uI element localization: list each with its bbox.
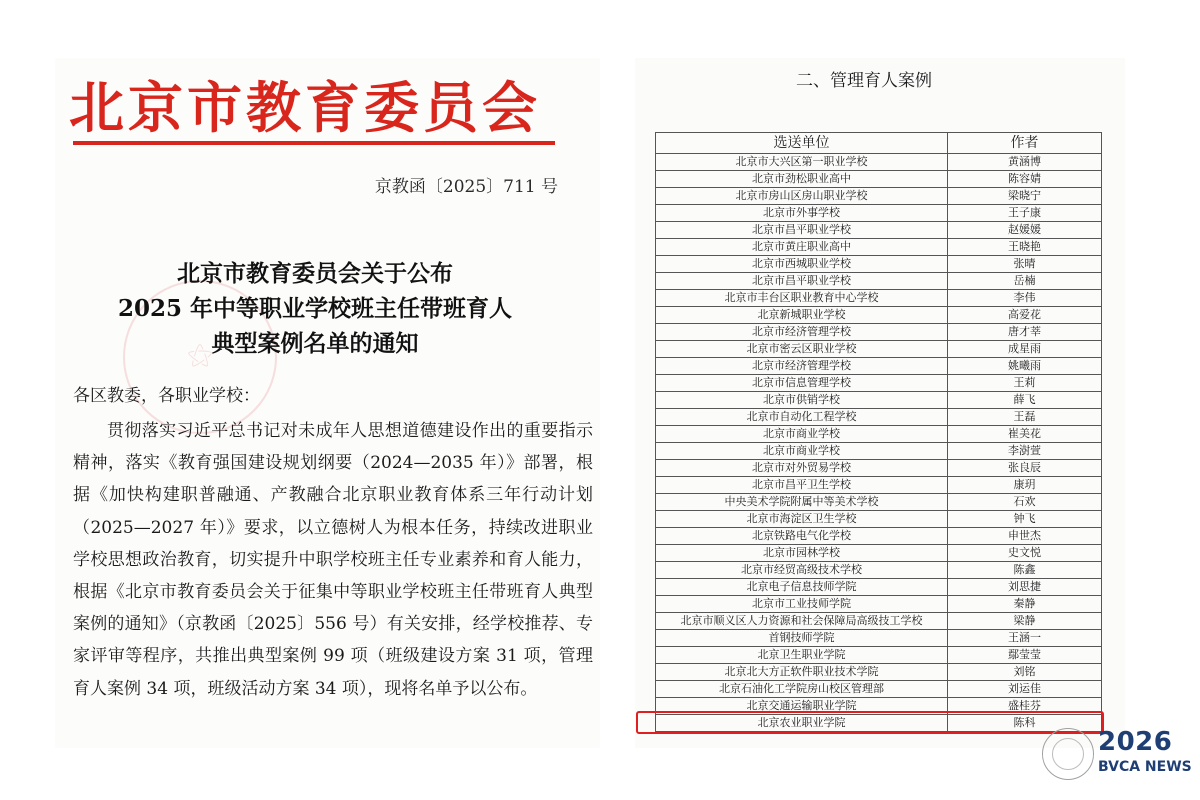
author-cell: 王涵一 [948,630,1102,647]
unit-cell: 北京市昌平职业学校 [656,273,948,290]
table-row [656,443,1102,460]
case-list-document [635,58,1125,748]
table-row [656,307,1102,324]
author-cell: 王磊 [948,409,1102,426]
unit-cell: 北京市经济管理学校 [656,358,948,375]
table-row [656,426,1102,443]
addressee: 各区教委，各职业学校： [73,386,260,406]
unit-cell: 北京市工业技师学院 [656,596,948,613]
author-cell: 崔美花 [948,426,1102,443]
author-cell: 史文悦 [948,545,1102,562]
author-cell: 陈鑫 [948,562,1102,579]
unit-cell: 北京市外事学校 [656,205,948,222]
unit-cell: 北京市商业学校 [656,443,948,460]
unit-cell: 北京市大兴区第一职业学校 [656,154,948,171]
author-cell: 刘运佳 [948,681,1102,698]
table-row [656,222,1102,239]
unit-cell: 北京市劲松职业高中 [656,171,948,188]
unit-cell: 北京市经济管理学校 [656,324,948,341]
notice-title-line: 典型案例名单的通知 [211,330,419,357]
notice-title-line: 北京市教育委员会关于公布 [177,260,453,287]
unit-cell: 北京市对外贸易学校 [656,460,948,477]
unit-cell: 北京市商业学校 [656,426,948,443]
unit-cell: 北京电子信息技师学院 [656,579,948,596]
table-row [656,545,1102,562]
author-cell: 刘思捷 [948,579,1102,596]
unit-cell: 北京市供销学校 [656,392,948,409]
table-row [656,188,1102,205]
author-cell: 黄涵博 [948,154,1102,171]
author-cell: 康玥 [948,477,1102,494]
table-row [656,256,1102,273]
author-cell: 张良辰 [948,460,1102,477]
unit-cell: 北京市信息管理学校 [656,375,948,392]
unit-cell: 北京市密云区职业学校 [656,341,948,358]
table-row [656,562,1102,579]
author-cell: 岳楠 [948,273,1102,290]
table-row [656,460,1102,477]
table-row [656,290,1102,307]
table-row [656,477,1102,494]
table-row [656,630,1102,647]
unit-cell: 北京北大方正软件职业技术学院 [656,664,948,681]
table-row [656,596,1102,613]
author-cell: 薛飞 [948,392,1102,409]
table-row [656,239,1102,256]
notice-title-line: 2025 年中等职业学校班主任带班育人 [117,295,513,322]
case-list-table [655,132,1102,732]
table-row [656,273,1102,290]
notice-document [55,58,600,748]
letterhead: 北京市教育委员会 [68,75,541,140]
section-title: 二、管理育人案例 [796,71,932,91]
author-cell: 王子康 [948,205,1102,222]
table-row [656,358,1102,375]
unit-cell: 北京市黄庄职业高中 [656,239,948,256]
table-row [656,205,1102,222]
unit-cell: 北京铁路电气化学校 [656,528,948,545]
official-seal-stamp: ⚝ [123,280,277,434]
watermark-name: BVCA NEWS [1098,759,1192,775]
author-cell: 盛桂芬 [948,698,1102,715]
author-cell: 刘铭 [948,664,1102,681]
author-cell: 钟飞 [948,511,1102,528]
unit-cell: 北京新城职业学校 [656,307,948,324]
table-row [656,324,1102,341]
unit-cell: 北京农业职业学院 [656,715,948,732]
highlight-box [636,711,1104,734]
header-unit: 选送单位 [656,133,948,154]
author-cell: 王晓艳 [948,239,1102,256]
author-cell: 陈科 [948,715,1102,732]
unit-cell: 首钢技师学院 [656,630,948,647]
watermark-year: 2026 [1098,727,1173,757]
table-row [656,494,1102,511]
author-cell: 石欢 [948,494,1102,511]
body-paragraph: 贯彻落实习近平总书记对未成年人思想道德建设作出的重要指示精神，落实《教育强国建设规划纲要（2024—2035 年）》部署，根据《加快构建职普融通、产教融合北京职业教育体系三年行动计划（2025—2027 年）》要求，以立德树人为根本任务，持续改进职业学校思想政治教育，切实提升中职学校班主任专业素养和育人能力，根据《北京市教育委员会关于征集中等职业学校班主任带班育人典型案例的通知》（京教函〔2025〕556 号）有关安排，经学校推荐、专家评审等程序，共推出典型案例 99 项（班级建设方案 31 项，管理育人案例 34 项，班级活动方案 34 项），现将名单予以公布。 [73,421,593,699]
table-row [656,664,1102,681]
table-header-row [656,133,1102,154]
author-cell: 鄢莹莹 [948,647,1102,664]
author-cell: 秦静 [948,596,1102,613]
author-cell: 唐才莘 [948,324,1102,341]
author-cell: 成星雨 [948,341,1102,358]
unit-cell: 北京卫生职业学院 [656,647,948,664]
unit-cell: 北京市昌平职业学校 [656,222,948,239]
unit-cell: 北京市经贸高级技术学校 [656,562,948,579]
table-row [656,579,1102,596]
table-row [656,647,1102,664]
author-cell: 梁静 [948,613,1102,630]
author-cell: 李澍萱 [948,443,1102,460]
unit-cell: 北京市海淀区卫生学校 [656,511,948,528]
table-row [656,171,1102,188]
unit-cell: 北京市顺义区人力资源和社会保障局高级技工学校 [656,613,948,630]
author-cell: 王莉 [948,375,1102,392]
document-number: 京教函〔2025〕711 号 [374,177,558,197]
header-author: 作者 [948,133,1102,154]
letterhead-rule [73,141,555,145]
unit-cell: 北京交通运输职业学院 [656,698,948,715]
table-row [656,613,1102,630]
unit-cell: 北京石油化工学院房山校区管理部 [656,681,948,698]
table-row [656,511,1102,528]
author-cell: 申世杰 [948,528,1102,545]
author-cell: 李伟 [948,290,1102,307]
table-row [656,528,1102,545]
author-cell: 张晴 [948,256,1102,273]
table-row [656,154,1102,171]
unit-cell: 北京市自动化工程学校 [656,409,948,426]
table-row [656,681,1102,698]
author-cell: 高爱花 [948,307,1102,324]
news-seal-logo [1042,728,1094,780]
notice-body [73,415,593,705]
author-cell: 梁晓宁 [948,188,1102,205]
unit-cell: 北京市园林学校 [656,545,948,562]
unit-cell: 北京市昌平卫生学校 [656,477,948,494]
table-row [656,409,1102,426]
author-cell: 姚曦雨 [948,358,1102,375]
notice-title [100,256,530,361]
author-cell: 陈容婧 [948,171,1102,188]
unit-cell: 北京市丰台区职业教育中心学校 [656,290,948,307]
table-row [656,341,1102,358]
unit-cell: 北京市房山区房山职业学校 [656,188,948,205]
author-cell: 赵媛媛 [948,222,1102,239]
unit-cell: 中央美术学院附属中等美术学校 [656,494,948,511]
table-row [656,392,1102,409]
table-row [656,375,1102,392]
unit-cell: 北京市西城职业学校 [656,256,948,273]
